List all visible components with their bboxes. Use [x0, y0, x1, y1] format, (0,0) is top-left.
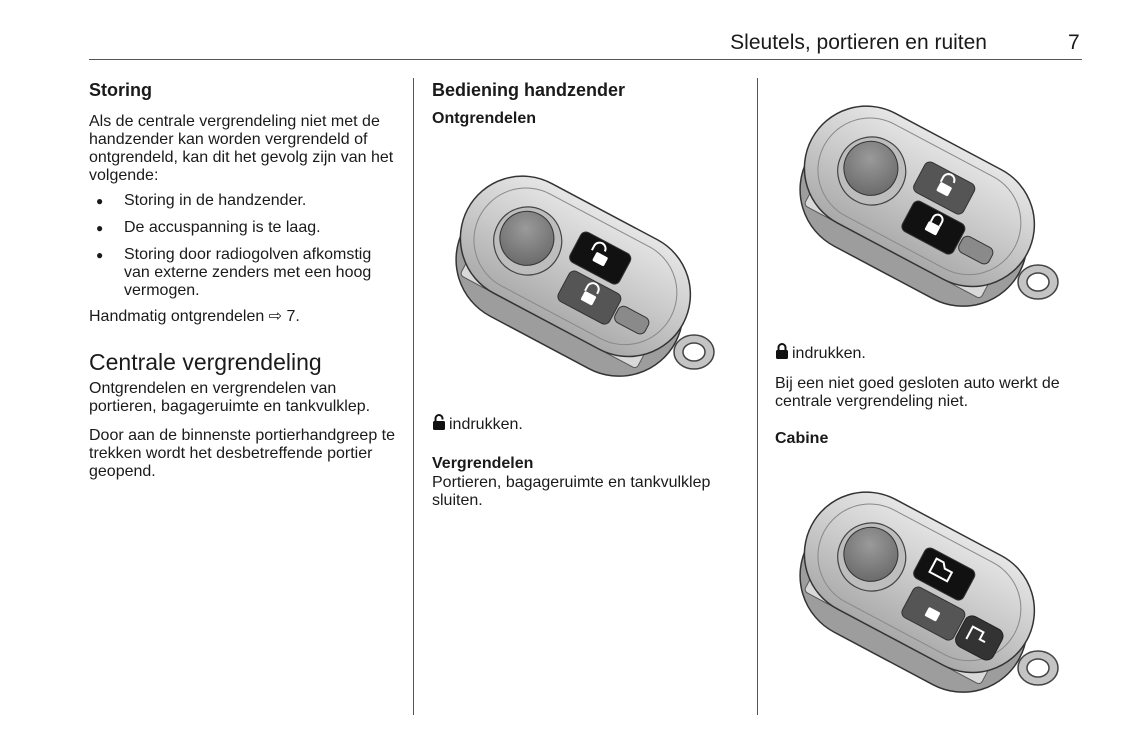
column-divider-2: [757, 78, 758, 715]
column-3-text: [775, 343, 1095, 449]
unlock-instruction: [432, 414, 742, 434]
storing-heading: Storing: [89, 80, 152, 100]
page-number: 7: [1068, 31, 1080, 54]
key-fob-lock-illustration: [776, 82, 1076, 332]
central-locking-paragraph-1: Ontgrendelen en vergrendelen van portieren, bagageruimte en tankvulklep.: [89, 380, 371, 415]
lock-heading: Vergrendelen: [432, 455, 534, 472]
storing-list: [89, 192, 399, 300]
key-fob-cabin-illustration: [776, 468, 1076, 718]
manual-unlock-reference[interactable]: Handmatig ontgrendelen ⇨ 7.: [89, 308, 300, 325]
unlock-icon: [432, 414, 446, 431]
key-fob-unlock-illustration: [432, 152, 732, 397]
lock-note: Bij een niet goed gesloten auto werkt de centrale vergrendeling niet.: [775, 375, 1060, 410]
column-2: [432, 79, 742, 129]
lock-instruction-text: indrukken.: [792, 345, 866, 362]
unlock-heading: Ontgrendelen: [432, 110, 537, 127]
column-1: [89, 79, 399, 481]
page-header-title: Sleutels, portieren en ruiten: [730, 31, 987, 54]
unlock-instruction-text: indrukken.: [449, 416, 523, 433]
central-locking-heading: Centrale vergrendeling: [89, 349, 322, 375]
storing-intro: Als de centrale vergrendeling niet met de handzender kan worden vergrendeld of ontgrendeld, kan dit het gevolg zijn van het volgende:: [89, 113, 394, 184]
lock-icon: [775, 343, 789, 360]
list-item: ● Storing in de handzender.: [89, 192, 399, 210]
column-2-text: [432, 414, 742, 510]
list-item: ● Storing door radiogolven afkomstig van externe zenders met een hoog vermogen.: [89, 246, 399, 300]
list-item: ● De accuspanning is te laag.: [89, 219, 399, 237]
column-divider-1: [413, 78, 414, 715]
lock-description: Portieren, bagageruimte en tankvulklep sluiten.: [432, 474, 711, 509]
cabine-heading: Cabine: [775, 430, 829, 447]
lock-instruction: [775, 343, 1095, 363]
remote-control-heading: Bediening handzender: [432, 80, 626, 100]
header-divider: [89, 59, 1082, 60]
central-locking-paragraph-2: Door aan de binnenste portierhandgreep te trekken wordt het desbetreffende portier geopend.: [89, 427, 395, 480]
